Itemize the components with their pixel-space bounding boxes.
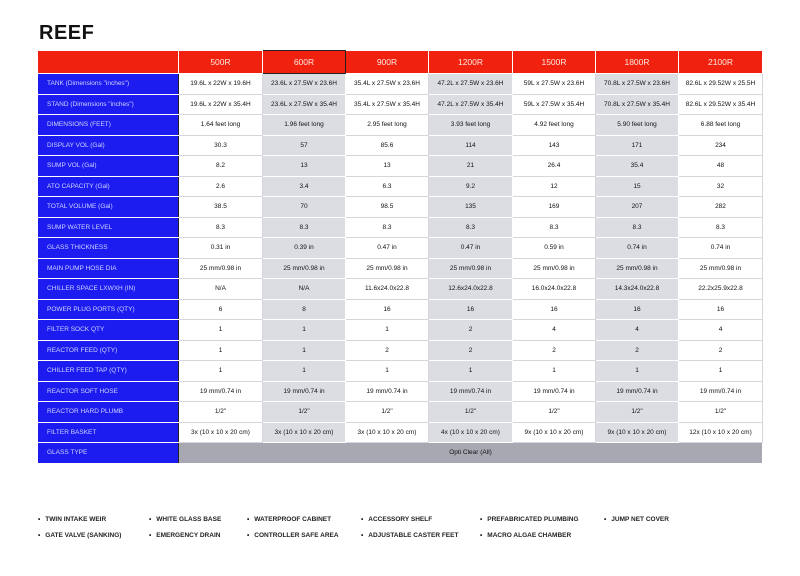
feature-label: TWIN INTAKE WEIR [45,516,107,523]
row-label: CHILLER FEED TAP (QTY) [38,361,179,382]
table-cell: 19 mm/0.74 in [596,381,679,402]
feature-label: MACRO ALGAE CHAMBER [487,532,572,539]
bullet-icon: • [480,532,483,539]
table-cell: 19 mm/0.74 in [429,381,513,402]
table-row [38,402,763,423]
table-cell: 1/2" [179,402,263,423]
table-cell: 21 [429,156,513,177]
table-cell: 1 [179,320,263,341]
table-cell: 16 [346,299,429,320]
table-cell: 15 [596,176,679,197]
table-cell: 1/2" [429,402,513,423]
table-cell: 1 [596,361,679,382]
table-cell: 35.4 [596,156,679,177]
row-label: SUMP VOL (Gal) [38,156,179,177]
row-label: SUMP WATER LEVEL [38,217,179,238]
table-cell: 8.3 [596,217,679,238]
table-cell: 19 mm/0.74 in [679,381,763,402]
feature-item [480,516,579,523]
header-corner [38,51,179,74]
table-cell: 1/2" [513,402,596,423]
row-label: POWER PLUG PORTS (QTY) [38,299,179,320]
table-cell: 1 [263,320,346,341]
table-row [38,217,763,238]
table-cell: 16 [679,299,763,320]
bullet-icon: • [149,532,152,539]
table-cell: 19 mm/0.74 in [513,381,596,402]
table-cell: 2 [596,340,679,361]
table-cell: 8.3 [263,217,346,238]
table-cell: 2.6 [179,176,263,197]
table-cell: 82.6L x 29.52W x 25.5H [679,74,763,95]
row-label: REACTOR HARD PLUMB [38,402,179,423]
table-cell: 2 [429,320,513,341]
feature-label: GATE VALVE (SANKING) [45,532,122,539]
table-cell: 14.3x24.0x22.8 [596,279,679,300]
table-cell: 1/2" [263,402,346,423]
table-cell: 23.6L x 27.5W x 23.6H [263,74,346,95]
table-cell: 0.59 in [513,238,596,259]
table-cell: 9x (10 x 10 x 20 cm) [596,422,679,443]
feature-item [38,516,106,523]
glass-type-value: Opti Clear (All) [179,443,763,464]
table-cell: 25 mm/0.98 in [429,258,513,279]
table-row [38,381,763,402]
table-cell: 8.3 [679,217,763,238]
table-cell: 1/2" [596,402,679,423]
table-cell: 169 [513,197,596,218]
row-label: TANK (Dimensions "inches") [38,74,179,95]
table-cell: 12 [513,176,596,197]
bullet-icon: • [149,516,152,523]
model-header: 2100R [679,51,763,74]
table-cell: 6.3 [346,176,429,197]
table-cell: 30.3 [179,135,263,156]
model-header: 1800R [596,51,679,74]
table-cell: 1 [263,361,346,382]
table-cell: 12.6x24.0x22.8 [429,279,513,300]
table-cell: 8 [263,299,346,320]
feature-item [149,532,220,539]
table-cell: 1 [179,340,263,361]
table-cell: 2 [346,340,429,361]
table-cell: 19.6L x 22W x 35.4H [179,94,263,115]
table-row [38,94,763,115]
table-row [38,176,763,197]
table-cell: 38.5 [179,197,263,218]
table-row [38,258,763,279]
table-cell: N/A [263,279,346,300]
table-cell: 1/2" [679,402,763,423]
bullet-icon: • [361,516,364,523]
table-cell: 0.47 in [429,238,513,259]
row-label: REACTOR FEED (QTY) [38,340,179,361]
table-cell: 3.4 [263,176,346,197]
table-cell: 1.64 feet long [179,115,263,136]
feature-item [149,516,221,523]
spec-table [37,50,763,464]
row-label: REACTOR SOFT HOSE [38,381,179,402]
feature-item [604,516,669,523]
table-cell: 0.74 in [596,238,679,259]
table-cell: 59L x 27.5W x 23.6H [513,74,596,95]
table-cell: 8.3 [429,217,513,238]
table-cell: 234 [679,135,763,156]
table-cell: 12x (10 x 10 x 20 cm) [679,422,763,443]
table-cell: 9x (10 x 10 x 20 cm) [513,422,596,443]
bullet-icon: • [38,516,41,523]
table-cell: 4.92 feet long [513,115,596,136]
table-cell: 207 [596,197,679,218]
bullet-icon: • [247,516,250,523]
feature-label: WHITE GLASS BASE [156,516,222,523]
table-cell: 0.74 in [679,238,763,259]
table-cell: 3x (10 x 10 x 20 cm) [263,422,346,443]
table-cell: 57 [263,135,346,156]
table-cell: 1/2" [346,402,429,423]
table-cell: 8.3 [513,217,596,238]
table-cell: 59L x 27.5W x 35.4H [513,94,596,115]
table-row [38,299,763,320]
table-cell: 23.6L x 27.5W x 35.4H [263,94,346,115]
table-cell: 25 mm/0.98 in [263,258,346,279]
row-label: ATO CAPACITY (Gal) [38,176,179,197]
table-cell: 35.4L x 27.5W x 23.6H [346,74,429,95]
table-row [38,238,763,259]
table-cell: 8.2 [179,156,263,177]
table-row [38,361,763,382]
table-cell: 82.6L x 29.52W x 35.4H [679,94,763,115]
table-cell: 5.90 feet long [596,115,679,136]
table-cell: 26.4 [513,156,596,177]
table-cell: N/A [179,279,263,300]
feature-item [361,516,432,523]
feature-label: JUMP NET COVER [611,516,669,523]
table-cell: 1 [346,361,429,382]
bullet-icon: • [361,532,364,539]
row-label: FILTER BASKET [38,422,179,443]
table-cell: 47.2L x 27.5W x 23.6H [429,74,513,95]
table-row [38,320,763,341]
table-cell: 4 [596,320,679,341]
table-row [38,115,763,136]
table-cell: 22.2x25.9x22.8 [679,279,763,300]
table-cell: 143 [513,135,596,156]
bullet-icon: • [604,516,607,523]
table-cell: 0.47 in [346,238,429,259]
feature-item [247,532,339,539]
table-cell: 16 [429,299,513,320]
table-cell: 85.6 [346,135,429,156]
table-cell: 171 [596,135,679,156]
model-header: 1200R [429,51,513,74]
feature-label: EMERGENCY DRAIN [156,532,221,539]
table-cell: 13 [346,156,429,177]
table-cell: 6 [179,299,263,320]
table-cell: 11.6x24.0x22.8 [346,279,429,300]
row-label: GLASS THICKNESS [38,238,179,259]
table-cell: 1 [429,361,513,382]
table-cell: 70.8L x 27.5W x 23.6H [596,74,679,95]
model-header: 1500R [513,51,596,74]
table-cell: 3x (10 x 10 x 20 cm) [346,422,429,443]
table-cell: 6.88 feet long [679,115,763,136]
row-label: FILTER SOCK QTY [38,320,179,341]
feature-item [247,516,331,523]
table-cell: 0.31 in [179,238,263,259]
table-row [38,422,763,443]
page-title: REEF [39,22,95,44]
table-cell: 19.6L x 22W x 19.6H [179,74,263,95]
table-row [38,74,763,95]
row-label: GLASS TYPE [38,443,179,464]
table-cell: 98.5 [346,197,429,218]
header-row [38,51,763,74]
model-header: 500R [179,51,263,74]
table-cell: 282 [679,197,763,218]
table-cell: 1 [346,320,429,341]
table-cell: 16 [596,299,679,320]
bullet-icon: • [38,532,41,539]
table-cell: 25 mm/0.98 in [596,258,679,279]
feature-label: CONTROLLER SAFE AREA [254,532,339,539]
row-label: STAND (Dimensions "inches") [38,94,179,115]
feature-label: ADJUSTABLE CASTER FEET [368,532,459,539]
table-cell: 3x (10 x 10 x 20 cm) [179,422,263,443]
table-cell: 13 [263,156,346,177]
table-cell: 19 mm/0.74 in [179,381,263,402]
feature-label: PREFABRICATED PLUMBING [487,516,579,523]
table-cell: 1 [263,340,346,361]
table-cell: 1.96 feet long [263,115,346,136]
feature-label: ACCESSORY SHELF [368,516,433,523]
table-cell: 70.8L x 27.5W x 35.4H [596,94,679,115]
table-cell: 25 mm/0.98 in [513,258,596,279]
table-cell: 135 [429,197,513,218]
table-cell: 25 mm/0.98 in [179,258,263,279]
row-label: DIMENSIONS (FEET) [38,115,179,136]
row-label: DISPLAY VOL (Gal) [38,135,179,156]
row-label: MAIN PUMP HOSE DIA [38,258,179,279]
table-row [38,279,763,300]
row-label: TOTAL VOLUME (Gal) [38,197,179,218]
bullet-icon: • [480,516,483,523]
feature-item [38,532,121,539]
table-cell: 8.3 [179,217,263,238]
table-cell: 3.93 feet long [429,115,513,136]
table-cell: 2 [513,340,596,361]
row-label: CHILLER SPACE LXWXH (IN) [38,279,179,300]
table-cell: 16 [513,299,596,320]
spec-body [38,74,763,464]
table-cell: 4x (10 x 10 x 20 cm) [429,422,513,443]
model-header: 900R [346,51,429,74]
table-cell: 35.4L x 27.5W x 35.4H [346,94,429,115]
feature-item [480,532,571,539]
table-cell: 19 mm/0.74 in [346,381,429,402]
table-cell: 0.39 in [263,238,346,259]
feature-item [361,532,458,539]
table-cell: 9.2 [429,176,513,197]
table-cell: 8.3 [346,217,429,238]
bullet-icon: • [247,532,250,539]
table-cell: 1 [679,361,763,382]
glass-type-row [38,443,763,464]
table-cell: 2 [679,340,763,361]
table-cell: 48 [679,156,763,177]
table-cell: 4 [513,320,596,341]
table-row [38,197,763,218]
table-cell: 1 [179,361,263,382]
model-header: 600R [263,51,346,74]
table-cell: 25 mm/0.98 in [346,258,429,279]
table-cell: 114 [429,135,513,156]
table-row [38,156,763,177]
table-cell: 2 [429,340,513,361]
table-cell: 32 [679,176,763,197]
table-cell: 16.0x24.0x22.8 [513,279,596,300]
feature-label: WATERPROOF CABINET [254,516,332,523]
table-cell: 47.2L x 27.5W x 35.4H [429,94,513,115]
table-cell: 1 [513,361,596,382]
table-cell: 19 mm/0.74 in [263,381,346,402]
table-row [38,135,763,156]
table-cell: 25 mm/0.98 in [679,258,763,279]
table-cell: 70 [263,197,346,218]
table-row [38,340,763,361]
table-cell: 4 [679,320,763,341]
table-cell: 2.95 feet long [346,115,429,136]
